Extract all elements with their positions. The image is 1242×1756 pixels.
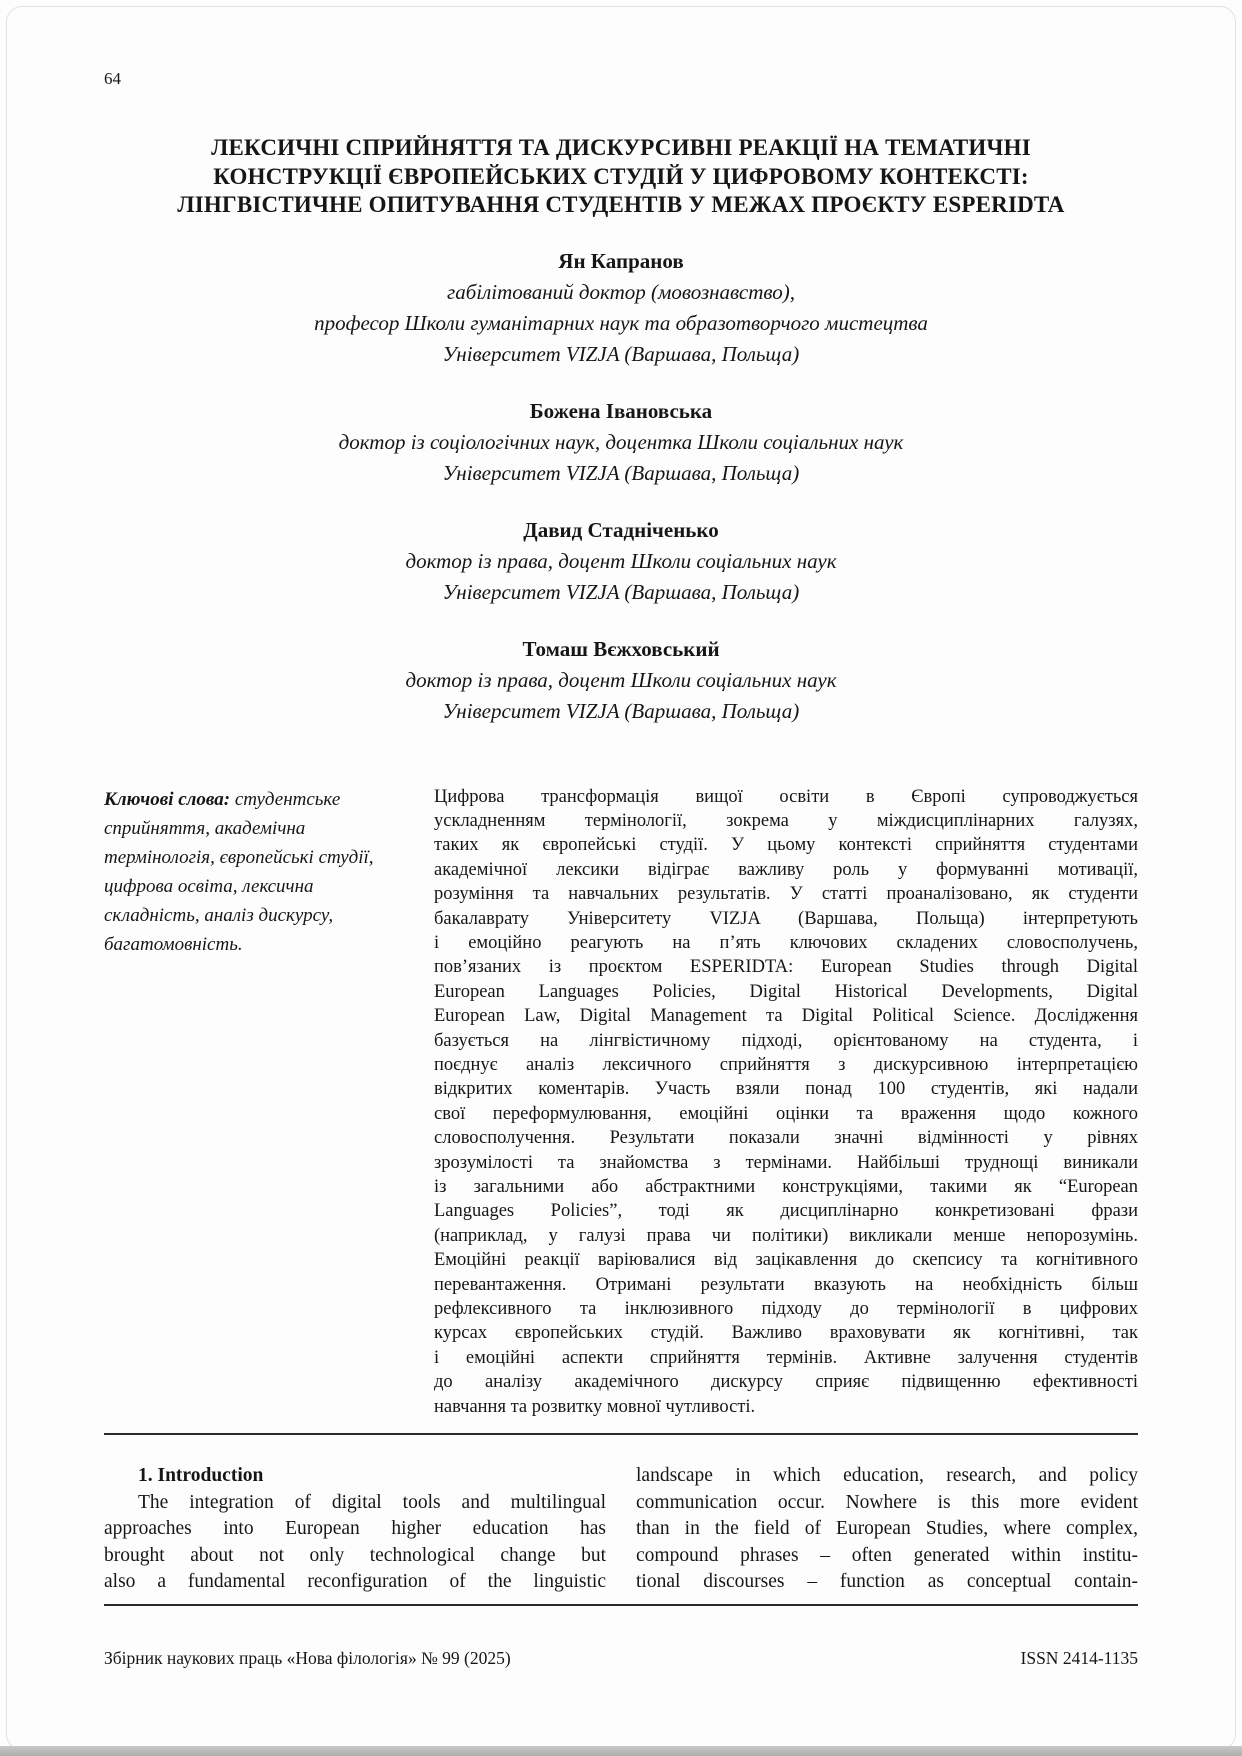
text-line: landscape in which education, research, and policy [636,1465,1138,1487]
text-line: than in the field of European Studies, where complex, [636,1518,1138,1540]
author-block [104,246,1138,370]
text-line: Емоційні реакції варіювалися від зацікавлення до скепсису та когнітивного [434,1250,1138,1271]
journal-title: Збірник наукових праць «Нова філологія» № 99 (2025) [104,1647,511,1668]
keywords-text: студентське сприйняття, академічна термінологія, європейські студії, цифрова освіта, лексична складність, аналіз дискурсу, багатомовність. [104,788,374,955]
text-line: Цифрова трансформація вищої освіти в Європі супроводжується [434,786,1138,807]
author-block [104,515,1138,608]
text-line: Університет VIZJA (Варшава, Польща) [442,698,800,723]
section-divider [104,1433,1138,1435]
authors-section [104,246,1138,727]
article-title-line: ЛЕКСИЧНІ СПРИЙНЯТТЯ ТА ДИСКУРСИВНІ РЕАКЦІЇ НА ТЕМАТИЧНІ [211,135,1031,160]
intro-text-left [104,1490,606,1596]
keywords-abstract-row [104,785,1138,1420]
text-line: пов’язаних із проєктом ESPERIDTA: European Studies through Digital [434,957,1138,978]
text-line: European Law, Digital Management та Digital Political Science. Дослідження [434,1006,1138,1027]
text-line: навчання та розвитку мовної чутливості. [434,1396,756,1417]
keywords-label: Ключові слова: [104,788,231,810]
text-line: tional discourses – function as conceptual contain- [636,1571,1138,1593]
text-line: до аналізу академічного дискурсу сприяє підвищенню ефективності [434,1372,1138,1393]
text-line: communication occur. Nowhere is this more evident [636,1491,1138,1513]
text-line: Університет VIZJA (Варшава, Польща) [442,460,800,485]
article-title-line: КОНСТРУКЦІЇ ЄВРОПЕЙСЬКИХ СТУДІЙ У ЦИФРОВОМУ КОНТЕКСТІ: [213,163,1029,189]
text-line: brought about not only technological change but [104,1544,606,1566]
text-line: словосполучення. Результати показали значні відмінності у рівнях [434,1128,1138,1149]
introduction-section [104,1463,1138,1596]
text-line: свої переформулювання, емоційні оцінки та враження щодо кожного [434,1103,1138,1124]
text-line: професор Школи гуманітарних наук та образотворчого мистецтва [314,310,928,335]
text-line: перевантаження. Отримані результати вказують на необхідність більш [434,1274,1138,1295]
text-line: академічної лексики відіграє важливу роль у формуванні мотивації, [434,859,1138,880]
text-line: базується на лінгвістичному підході, орієнтованому на студента, і [434,1030,1138,1051]
text-line: доктор із права, доцент Школи соціальних наук [405,548,837,573]
text-line: (наприклад, у галузі права чи політики) викликали менше непорозумінь. [434,1225,1138,1246]
article-title-line: ЛІНГВІСТИЧНЕ ОПИТУВАННЯ СТУДЕНТІВ У МЕЖАХ ПРОЄКТУ ESPERIDTA [177,192,1065,217]
text-line: The integration of digital tools and multilingual [138,1491,606,1513]
text-line: Languages Policies”, тоді як дисциплінарно конкретизовані фрази [434,1201,1138,1222]
page-footer [104,1648,1138,1669]
text-line: бакалаврату Університету VIZJA (Варшава, Польща) інтерпретують [434,908,1138,929]
text-line: доктор із права, доцент Школи соціальних наук [405,667,837,692]
author-name: Ян Капранов [558,248,684,273]
author-details [104,277,1138,370]
page-bottom-edge [0,1746,1242,1756]
author-details [104,665,1138,727]
text-line: зрозумілості та знайомства з термінами. Найбільші труднощі виникали [434,1152,1138,1173]
author-details [104,546,1138,608]
author-name: Томаш Вєжховський [522,636,720,661]
text-line: і емоційно реагують на п’ять ключових складених словосполучень, [434,932,1138,953]
author-name: Божена Івановська [529,398,713,423]
text-line: compound phrases – often generated within institu- [636,1544,1138,1566]
text-line: відкритих коментарів. Участь взяли понад 100 студентів, які надали [434,1079,1138,1100]
text-line: курсах європейських студій. Важливо враховувати як когнітивні, так [434,1323,1138,1344]
text-line: доктор із соціологічних наук, доцентка Школи соціальних наук [338,429,904,454]
page-number: 64 [104,69,121,88]
author-name: Давид Стадніченько [523,517,719,542]
intro-text-right [636,1463,1138,1596]
intro-heading: 1. Introduction [138,1465,264,1487]
text-line: рефлексивного та інклюзивного підходу до термінології в цифрових [434,1299,1138,1320]
intro-column-left [104,1463,606,1596]
text-line: розуміння та навчальних результатів. У статті проаналізовано, як студенти [434,884,1138,905]
article-title [104,134,1138,220]
text-line: із загальними або абстрактними конструкціями, такими як “European [434,1177,1138,1197]
text-line: габілітований доктор (мовознавство), [447,279,795,304]
abstract-block [434,785,1138,1420]
author-details [104,427,1138,489]
intro-column-right [636,1463,1138,1596]
author-block [104,634,1138,727]
text-line: approaches into European higher education has [104,1518,606,1540]
text-line: also a fundamental reconfiguration of the linguistic [104,1571,606,1593]
text-line: ускладненням термінології, зокрема у міждисциплінарних галузях, [434,810,1138,831]
text-line: і емоційні аспекти сприйняття термінів. Активне залучення студентів [434,1347,1138,1368]
text-line: Університет VIZJA (Варшава, Польща) [442,341,800,366]
text-line: поєднує аналіз лексичного сприйняття з дискурсивною інтерпретацією [434,1054,1138,1075]
text-line: таких як європейські студії. У цьому контексті сприйняття студентами [434,835,1138,856]
text-line: Університет VIZJA (Варшава, Польща) [442,579,800,604]
author-block [104,396,1138,489]
issn: ISSN 2414-1135 [1020,1647,1138,1668]
text-line: European Languages Policies, Digital Historical Developments, Digital [434,981,1138,1002]
footer-divider [104,1604,1138,1606]
keywords-block [104,785,389,1420]
